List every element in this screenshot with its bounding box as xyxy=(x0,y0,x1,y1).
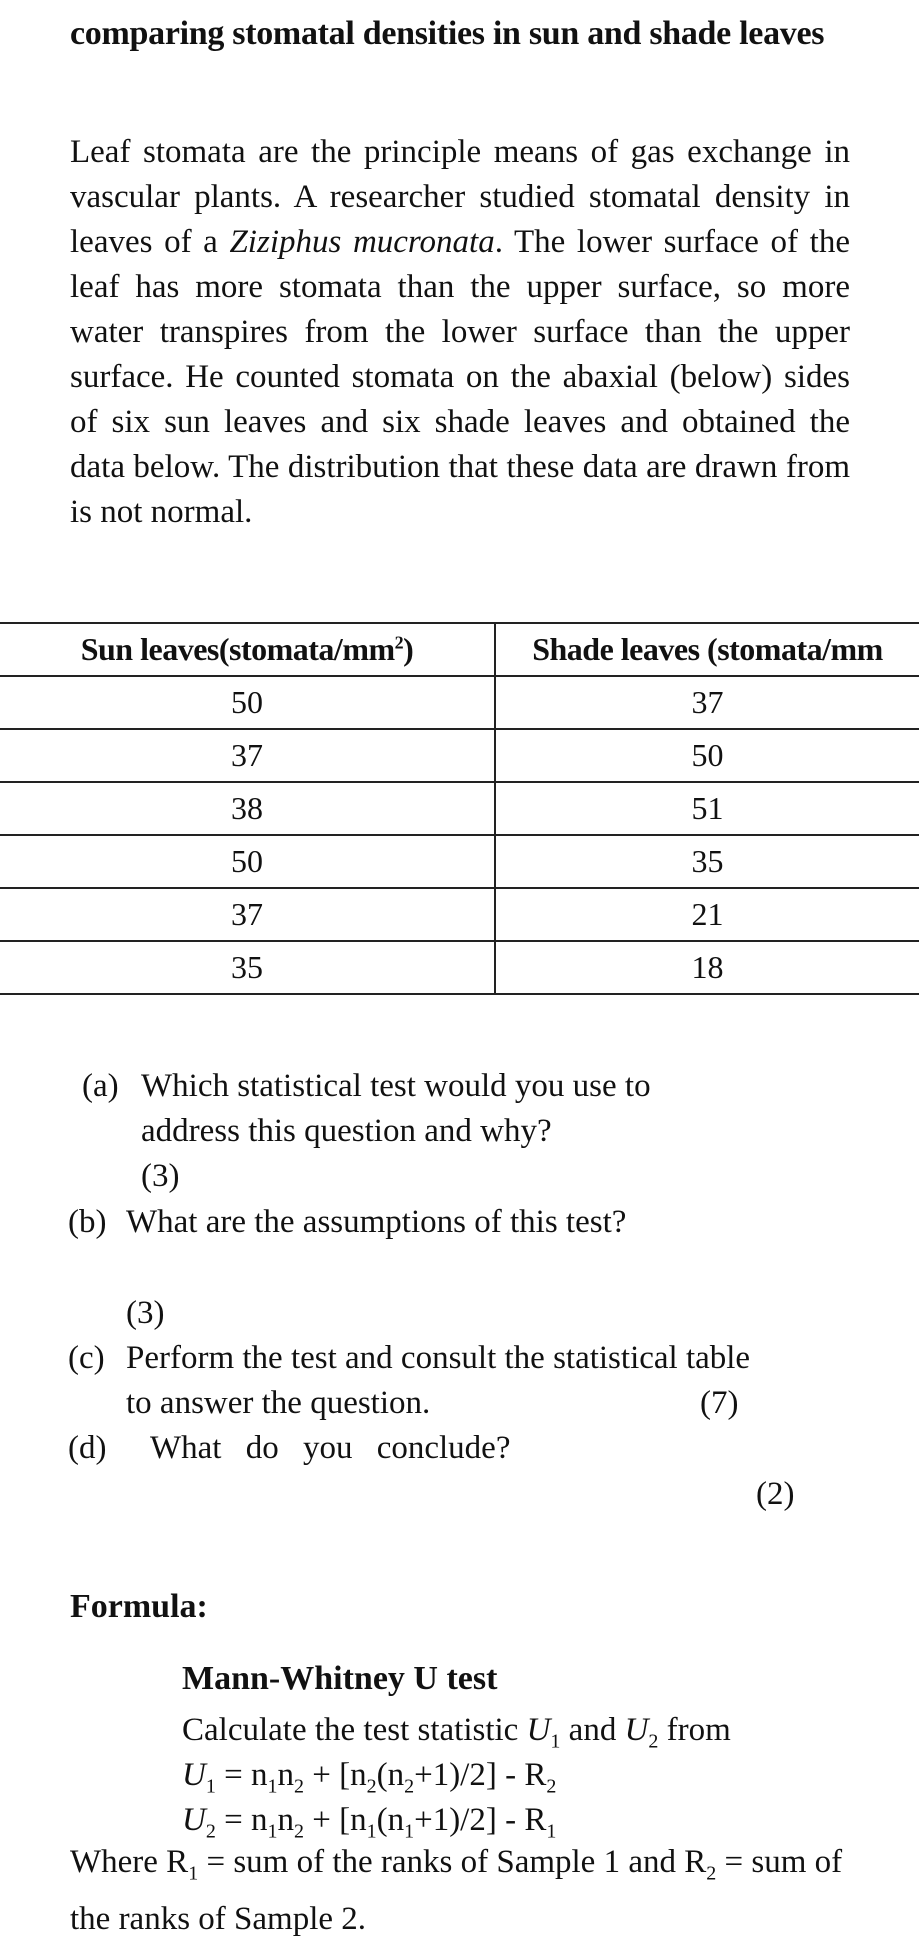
question-b-label: (b) xyxy=(68,1204,107,1240)
sun-value: 38 xyxy=(0,782,495,835)
sun-value: 37 xyxy=(0,729,495,782)
calc-statistic-line: Calculate the test statistic $U_1$ and $U_2$ from xyxy=(182,1712,731,1753)
shade-leaves-header: Shade leaves (stomata/mm xyxy=(495,623,919,676)
question-b-text: What are the assumptions of this test? xyxy=(126,1204,627,1240)
question-d-label: (d) xyxy=(68,1430,107,1466)
question-c-line1: Perform the test and consult the statistical table xyxy=(126,1340,751,1376)
question-a-marks: (3) xyxy=(141,1158,180,1194)
u1-formula: $U_1 = n_1n_2 + [n_2(n_2+1)/2] - R_2$ xyxy=(182,1757,557,1798)
shade-value: 18 xyxy=(495,941,919,994)
sun-value: 50 xyxy=(0,676,495,729)
stomata-table xyxy=(0,622,919,995)
question-a-line2: address this question and why? xyxy=(141,1113,552,1149)
question-c-line2: to answer the question. xyxy=(126,1385,431,1421)
shade-value: 21 xyxy=(495,888,919,941)
shade-value: 51 xyxy=(495,782,919,835)
table-row xyxy=(0,729,919,782)
sun-value: 35 xyxy=(0,941,495,994)
question-c-label: (c) xyxy=(68,1340,105,1376)
page-heading: comparing stomatal densities in sun and shade leaves xyxy=(70,15,825,52)
mann-whitney-title: Mann-Whitney U test xyxy=(182,1660,498,1697)
shade-value: 35 xyxy=(495,835,919,888)
shade-value: 37 xyxy=(495,676,919,729)
question-a-label: (a) xyxy=(82,1068,119,1104)
intro-paragraph: Leaf stomata are the principle means of gas exchange in vascular plants. A researcher studied stomatal density in leaves of a Ziziphus mucronata. The lower surface of the leaf has more stomata than the upper surface, so more water transpires from the lower surface than the upper surface. He counted stomata on the abaxial (below) sides of six sun leaves and six shade leaves and obtained the data below. The distribution that these data are drawn from is not normal. xyxy=(70,134,850,530)
table-row xyxy=(0,782,919,835)
question-c-marks: (7) xyxy=(700,1385,739,1421)
species-name: Ziziphus mucronata xyxy=(229,224,495,260)
shade-value: 50 xyxy=(495,729,919,782)
question-d-text: What do you conclude? xyxy=(150,1430,511,1466)
table-header-row xyxy=(0,623,919,676)
table-row xyxy=(0,835,919,888)
table-row xyxy=(0,888,919,941)
where-definition: Where $R_1$ = sum of the ranks of Sample 1 and $R_2$ = sum of the ranks of Sample 2. xyxy=(70,1844,843,1937)
table-row xyxy=(0,941,919,994)
sun-value: 37 xyxy=(0,888,495,941)
sun-leaves-header: Sun $leaves(stomata/mm^2)$ xyxy=(0,623,495,676)
table-row xyxy=(0,676,919,729)
sun-value: 50 xyxy=(0,835,495,888)
u2-formula: $U_2 = n_1n_2 + [n_1(n_1+1)/2] - R_1$ xyxy=(182,1802,557,1843)
question-b-marks: (3) xyxy=(126,1295,165,1331)
question-d-marks: (2) xyxy=(756,1476,795,1512)
formula-label: Formula: xyxy=(70,1588,208,1625)
question-a-line1: Which statistical test would you use to xyxy=(141,1068,651,1104)
